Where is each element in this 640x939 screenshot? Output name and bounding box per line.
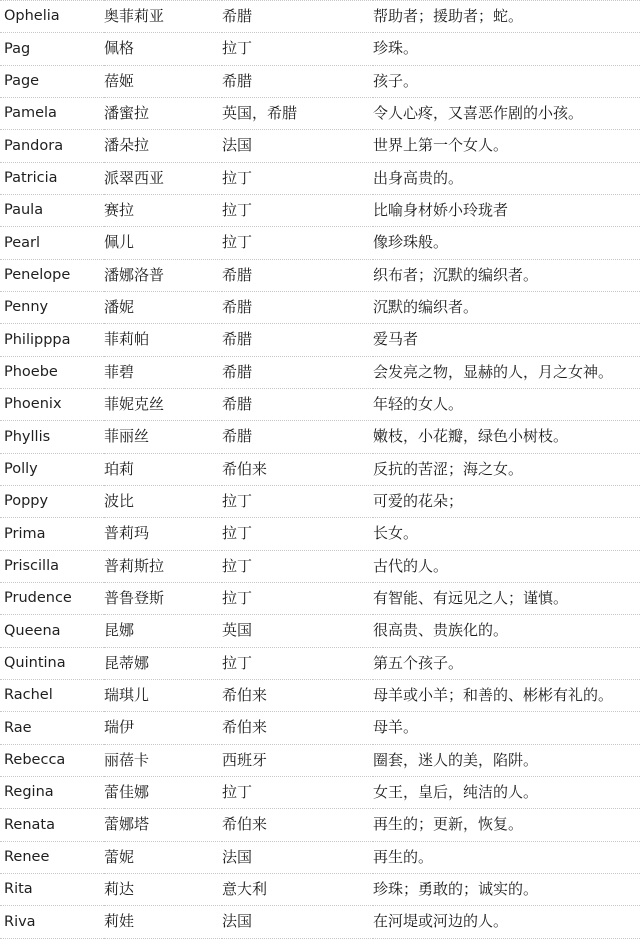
table-row bbox=[0, 97, 640, 129]
chinese-name-cell: 昆娜 bbox=[104, 615, 222, 647]
meaning-cell: 年轻的女人。 bbox=[373, 388, 640, 420]
table-row bbox=[0, 485, 640, 517]
table-row bbox=[0, 130, 640, 162]
origin-cell: 希伯来 bbox=[222, 679, 373, 711]
chinese-name-cell: 普莉玛 bbox=[104, 518, 222, 550]
chinese-name-cell: 丽蓓卡 bbox=[104, 744, 222, 776]
table-row bbox=[0, 550, 640, 582]
table-row bbox=[0, 906, 640, 938]
chinese-name-cell: 珀莉 bbox=[104, 453, 222, 485]
meaning-cell: 女王，皇后，纯洁的人。 bbox=[373, 776, 640, 808]
chinese-name-cell: 菲妮克丝 bbox=[104, 388, 222, 420]
english-name-cell: Rebecca bbox=[0, 744, 104, 776]
english-name-cell: Phyllis bbox=[0, 421, 104, 453]
english-name-cell: Quintina bbox=[0, 647, 104, 679]
table-row bbox=[0, 873, 640, 905]
chinese-name-cell: 蕾佳娜 bbox=[104, 776, 222, 808]
table-row bbox=[0, 841, 640, 873]
table-row bbox=[0, 356, 640, 388]
chinese-name-cell: 潘朵拉 bbox=[104, 130, 222, 162]
meaning-cell: 珍珠。 bbox=[373, 33, 640, 65]
origin-cell: 法国 bbox=[222, 130, 373, 162]
chinese-name-cell: 佩儿 bbox=[104, 227, 222, 259]
meaning-cell: 沉默的编织者。 bbox=[373, 291, 640, 323]
meaning-cell: 母羊。 bbox=[373, 712, 640, 744]
origin-cell: 意大利 bbox=[222, 873, 373, 905]
table-row bbox=[0, 33, 640, 65]
chinese-name-cell: 莉娃 bbox=[104, 906, 222, 938]
chinese-name-cell: 菲碧 bbox=[104, 356, 222, 388]
origin-cell: 希伯来 bbox=[222, 453, 373, 485]
meaning-cell: 会发亮之物，显赫的人，月之女神。 bbox=[373, 356, 640, 388]
chinese-name-cell: 派翠西亚 bbox=[104, 162, 222, 194]
chinese-name-cell: 奥菲莉亚 bbox=[104, 1, 222, 33]
origin-cell: 拉丁 bbox=[222, 647, 373, 679]
meaning-cell: 比喻身材娇小玲珑者 bbox=[373, 194, 640, 226]
english-name-cell: Penny bbox=[0, 291, 104, 323]
english-name-cell: Prudence bbox=[0, 582, 104, 614]
chinese-name-cell: 潘娜洛普 bbox=[104, 259, 222, 291]
english-name-cell: Poppy bbox=[0, 485, 104, 517]
origin-cell: 希腊 bbox=[222, 291, 373, 323]
english-name-cell: Patricia bbox=[0, 162, 104, 194]
table-row bbox=[0, 227, 640, 259]
table-row bbox=[0, 744, 640, 776]
english-name-cell: Regina bbox=[0, 776, 104, 808]
english-name-cell: Polly bbox=[0, 453, 104, 485]
chinese-name-cell: 蕾娜塔 bbox=[104, 809, 222, 841]
table-row bbox=[0, 162, 640, 194]
table-row bbox=[0, 194, 640, 226]
origin-cell: 希伯来 bbox=[222, 712, 373, 744]
english-name-cell: Philipppa bbox=[0, 324, 104, 356]
chinese-name-cell: 蓓姬 bbox=[104, 65, 222, 97]
meaning-cell: 古代的人。 bbox=[373, 550, 640, 582]
table-row bbox=[0, 65, 640, 97]
table-row bbox=[0, 712, 640, 744]
english-name-cell: Pag bbox=[0, 33, 104, 65]
origin-cell: 法国 bbox=[222, 841, 373, 873]
meaning-cell: 可爱的花朵； bbox=[373, 485, 640, 517]
english-name-cell: Ophelia bbox=[0, 1, 104, 33]
english-name-cell: Rachel bbox=[0, 679, 104, 711]
chinese-name-cell: 蕾妮 bbox=[104, 841, 222, 873]
chinese-name-cell: 瑞伊 bbox=[104, 712, 222, 744]
origin-cell: 西班牙 bbox=[222, 744, 373, 776]
table-row bbox=[0, 291, 640, 323]
english-name-cell: Renee bbox=[0, 841, 104, 873]
table-row bbox=[0, 259, 640, 291]
chinese-name-cell: 菲丽丝 bbox=[104, 421, 222, 453]
meaning-cell: 爱马者 bbox=[373, 324, 640, 356]
origin-cell: 拉丁 bbox=[222, 162, 373, 194]
english-name-cell: Prima bbox=[0, 518, 104, 550]
meaning-cell: 世界上第一个女人。 bbox=[373, 130, 640, 162]
table-row bbox=[0, 647, 640, 679]
chinese-name-cell: 波比 bbox=[104, 485, 222, 517]
chinese-name-cell: 普莉斯拉 bbox=[104, 550, 222, 582]
origin-cell: 拉丁 bbox=[222, 550, 373, 582]
origin-cell: 希腊 bbox=[222, 259, 373, 291]
origin-cell: 希腊 bbox=[222, 1, 373, 33]
meaning-cell: 令人心疼，又喜恶作剧的小孩。 bbox=[373, 97, 640, 129]
chinese-name-cell: 潘蜜拉 bbox=[104, 97, 222, 129]
table-row bbox=[0, 421, 640, 453]
origin-cell: 英国 bbox=[222, 615, 373, 647]
origin-cell: 希腊 bbox=[222, 421, 373, 453]
origin-cell: 法国 bbox=[222, 906, 373, 938]
origin-cell: 拉丁 bbox=[222, 776, 373, 808]
table-row bbox=[0, 615, 640, 647]
chinese-name-cell: 瑞琪儿 bbox=[104, 679, 222, 711]
meaning-cell: 反抗的苦涩；海之女。 bbox=[373, 453, 640, 485]
table-row bbox=[0, 809, 640, 841]
english-name-cell: Renata bbox=[0, 809, 104, 841]
table-row bbox=[0, 582, 640, 614]
table-row bbox=[0, 324, 640, 356]
table-row bbox=[0, 1, 640, 33]
chinese-name-cell: 菲莉帕 bbox=[104, 324, 222, 356]
origin-cell: 拉丁 bbox=[222, 485, 373, 517]
origin-cell: 拉丁 bbox=[222, 194, 373, 226]
origin-cell: 希腊 bbox=[222, 65, 373, 97]
chinese-name-cell: 赛拉 bbox=[104, 194, 222, 226]
table-row bbox=[0, 776, 640, 808]
meaning-cell: 在河堤或河边的人。 bbox=[373, 906, 640, 938]
meaning-cell: 出身高贵的。 bbox=[373, 162, 640, 194]
english-name-cell: Pearl bbox=[0, 227, 104, 259]
english-name-cell: Rae bbox=[0, 712, 104, 744]
english-name-cell: Phoebe bbox=[0, 356, 104, 388]
meaning-cell: 很高贵、贵族化的。 bbox=[373, 615, 640, 647]
origin-cell: 希伯来 bbox=[222, 809, 373, 841]
chinese-name-cell: 普鲁登斯 bbox=[104, 582, 222, 614]
english-name-cell: Priscilla bbox=[0, 550, 104, 582]
origin-cell: 希腊 bbox=[222, 324, 373, 356]
meaning-cell: 再生的；更新，恢复。 bbox=[373, 809, 640, 841]
english-name-cell: Phoenix bbox=[0, 388, 104, 420]
english-name-cell: Pamela bbox=[0, 97, 104, 129]
table-row bbox=[0, 679, 640, 711]
english-name-cell: Page bbox=[0, 65, 104, 97]
origin-cell: 英国，希腊 bbox=[222, 97, 373, 129]
english-name-cell: Paula bbox=[0, 194, 104, 226]
origin-cell: 拉丁 bbox=[222, 582, 373, 614]
meaning-cell: 母羊或小羊；和善的、彬彬有礼的。 bbox=[373, 679, 640, 711]
chinese-name-cell: 佩格 bbox=[104, 33, 222, 65]
meaning-cell: 长女。 bbox=[373, 518, 640, 550]
origin-cell: 拉丁 bbox=[222, 227, 373, 259]
chinese-name-cell: 昆蒂娜 bbox=[104, 647, 222, 679]
meaning-cell: 再生的。 bbox=[373, 841, 640, 873]
meaning-cell: 嫩枝，小花瓣，绿色小树枝。 bbox=[373, 421, 640, 453]
english-name-cell: Riva bbox=[0, 906, 104, 938]
origin-cell: 希腊 bbox=[222, 388, 373, 420]
table-row bbox=[0, 388, 640, 420]
english-name-cell: Rita bbox=[0, 873, 104, 905]
table-row bbox=[0, 453, 640, 485]
english-name-cell: Pandora bbox=[0, 130, 104, 162]
chinese-name-cell: 潘妮 bbox=[104, 291, 222, 323]
meaning-cell: 有智能、有远见之人；谨慎。 bbox=[373, 582, 640, 614]
chinese-name-cell: 莉达 bbox=[104, 873, 222, 905]
meaning-cell: 孩子。 bbox=[373, 65, 640, 97]
meaning-cell: 珍珠；勇敢的；诚实的。 bbox=[373, 873, 640, 905]
origin-cell: 拉丁 bbox=[222, 33, 373, 65]
origin-cell: 拉丁 bbox=[222, 518, 373, 550]
table-row bbox=[0, 518, 640, 550]
english-name-cell: Queena bbox=[0, 615, 104, 647]
meaning-cell: 第五个孩子。 bbox=[373, 647, 640, 679]
meaning-cell: 帮助者；援助者；蛇。 bbox=[373, 1, 640, 33]
origin-cell: 希腊 bbox=[222, 356, 373, 388]
names-table-body bbox=[0, 1, 640, 939]
meaning-cell: 像珍珠般。 bbox=[373, 227, 640, 259]
english-name-cell: Penelope bbox=[0, 259, 104, 291]
meaning-cell: 圈套，迷人的美，陷阱。 bbox=[373, 744, 640, 776]
meaning-cell: 织布者；沉默的编织者。 bbox=[373, 259, 640, 291]
